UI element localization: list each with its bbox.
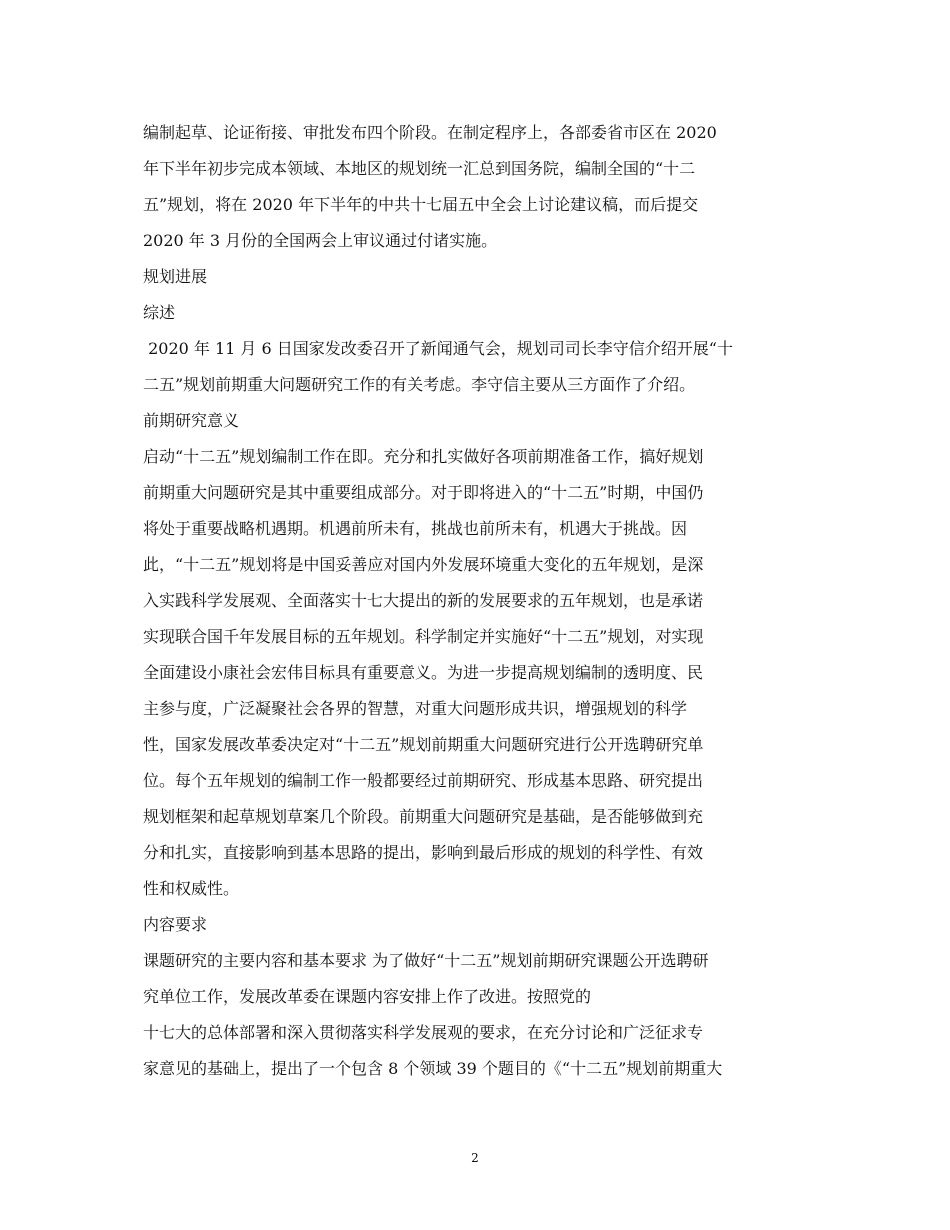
section-heading-significance: 前期研究意义	[143, 411, 240, 430]
text-line: 课题研究的主要内容和基本要求 为了做好“十二五”规划前期研究课题公开选聘研	[143, 951, 709, 970]
text-line: 究单位工作，发展改革委在课题内容安排上作了改进。按照党的	[143, 987, 592, 1006]
text-line: 主参与度，广泛凝聚社会各界的智慧，对重大问题形成共识，增强规划的科学	[143, 699, 688, 718]
text-line: 启动“十二五”规划编制工作在即。充分和扎实做好各项前期准备工作，搞好规划	[143, 447, 704, 466]
text-line: 前期重大问题研究是其中重要组成部分。对于即将进入的“十二五”时期，中国仍	[143, 483, 704, 502]
text-line: 2020 年 11 月 6 日国家发改委召开了新闻通气会，规划司司长李守信介绍开展“十	[143, 339, 733, 358]
text-line: 入实践科学发展观、全面落实十七大提出的新的发展要求的五年规划，也是承诺	[143, 591, 704, 610]
section-heading-overview: 综述	[143, 303, 176, 322]
text-line: 将处于重要战略机遇期。机遇前所未有，挑战也前所未有，机遇大于挑战。因	[143, 519, 688, 538]
text-line: 全面建设小康社会宏伟目标具有重要意义。为进一步提高规划编制的透明度、民	[143, 663, 704, 682]
text-line: 位。每个五年规划的编制工作一般都要经过前期研究、形成基本思路、研究提出	[143, 771, 704, 790]
text-line: 2020 年 3 月份的全国两会上审议通过付诸实施。	[143, 231, 498, 250]
text-line: 家意见的基础上，提出了一个包含 8 个领域 39 个题目的《“十二五”规划前期重大	[143, 1059, 723, 1078]
text-line: 此，“十二五”规划将是中国妥善应对国内外发展环境重大变化的五年规划，是深	[143, 555, 704, 574]
text-line: 规划框架和起草规划草案几个阶段。前期重大问题研究是基础，是否能够做到充	[143, 807, 704, 826]
text-line: 年下半年初步完成本领域、本地区的规划统一汇总到国务院，编制全国的“十二	[143, 159, 696, 178]
section-heading-progress: 规划进展	[143, 267, 208, 286]
text-line: 分和扎实，直接影响到基本思路的提出，影响到最后形成的规划的科学性、有效	[143, 843, 704, 862]
text-line: 十七大的总体部署和深入贯彻落实科学发展观的要求，在充分讨论和广泛征求专	[143, 1023, 704, 1042]
text-line: 五”规划，将在 2020 年下半年的中共十七届五中全会上讨论建议稿，而后提交	[143, 195, 699, 214]
text-line: 性，国家发展改革委决定对“十二五”规划前期重大问题研究进行公开选聘研究单	[143, 735, 704, 754]
section-heading-content: 内容要求	[143, 915, 208, 934]
text-line: 性和权威性。	[143, 879, 240, 898]
page-number: 2	[471, 1151, 479, 1165]
text-line: 实现联合国千年发展目标的五年规划。科学制定并实施好“十二五”规划，对实现	[143, 627, 704, 646]
text-line: 编制起草、论证衔接、审批发布四个阶段。在制定程序上，各部委省市区在 2020	[143, 123, 717, 142]
body-text	[143, 115, 808, 1087]
text-line: 二五”规划前期重大问题研究工作的有关考虑。李守信主要从三方面作了介绍。	[143, 375, 696, 394]
